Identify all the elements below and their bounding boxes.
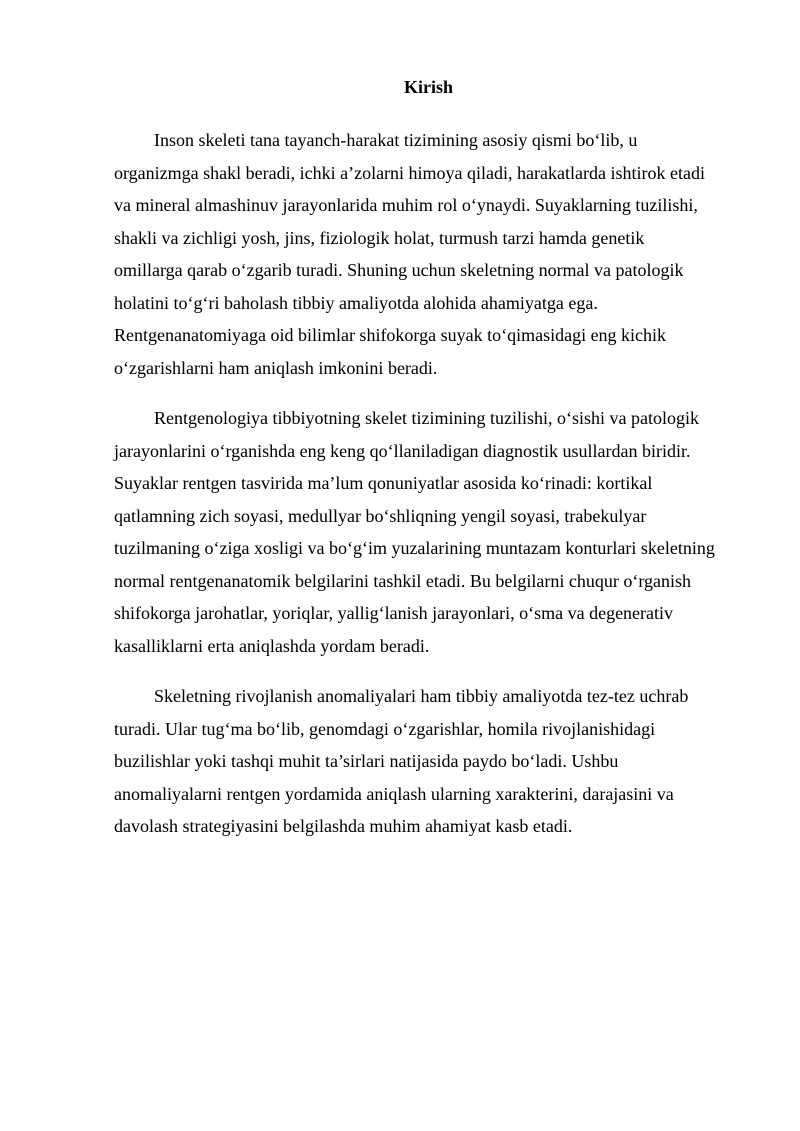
- text-line: normal rentgenanatomik belgilarini tashkil etadi. Bu belgilarni chuqur o‘rganish: [114, 570, 692, 591]
- text-line: Rentgenologiya tibbiyotning skelet tizimining tuzilishi, o‘sishi va patologik: [154, 408, 699, 428]
- text-line: holatini to‘g‘ri baholash tibbiy amaliyotda alohida ahamiyatga ega.: [114, 292, 598, 313]
- text-line: shakli va zichligi yosh, jins, fiziologik holat, turmush tarzi hamda genetik: [114, 227, 645, 248]
- text-line: anomaliyalarni rentgen yordamida aniqlash ularning xarakterini, darajasini va: [114, 783, 674, 804]
- paragraph-3: [114, 680, 754, 843]
- text-line: organizmga shakl beradi, ichki a’zolarni himoya qiladi, harakatlarda ishtirok etadi: [114, 162, 705, 183]
- text-line: omillarga qarab o‘zgarib turadi. Shuning uchun skeletning normal va patologik: [114, 260, 684, 280]
- text-line: turadi. Ular tug‘ma bo‘lib, genomdagi o‘zgarishlar, homila rivojlanishidagi: [114, 718, 656, 739]
- text-line: o‘zgarishlarni ham aniqlash imkonini beradi.: [114, 357, 438, 378]
- text-line: qatlamning zich soyasi, medullyar bo‘shliqning yengil soyasi, trabekulyar: [114, 505, 647, 526]
- paragraph-1: [114, 124, 754, 384]
- text-line: tuzilmaning o‘ziga xosligi va bo‘g‘im yuzalarining muntazam konturlari skeletning: [114, 538, 715, 558]
- document-body: [114, 124, 754, 861]
- text-line: kasalliklarni erta aniqlashda yordam beradi.: [114, 635, 430, 656]
- page-title: Kirish: [403, 77, 453, 97]
- text-line: Suyaklar rentgen tasvirida ma’lum qonuniyatlar asosida ko‘rinadi: kortikal: [114, 473, 653, 493]
- text-line: shifokorga jarohatlar, yoriqlar, yallig‘lanish jarayonlari, o‘sma va degenerativ: [114, 603, 674, 623]
- text-line: va mineral almashinuv jarayonlarida muhim rol o‘ynaydi. Suyaklarning tuzilishi,: [114, 195, 698, 215]
- text-line: jarayonlarini o‘rganishda eng keng qo‘llaniladigan diagnostik usullardan biridir.: [114, 440, 691, 461]
- paragraph-2: [114, 402, 754, 662]
- text-line: buzilishlar yoki tashqi muhit ta’sirlari natijasida paydo bo‘ladi. Ushbu: [114, 751, 619, 771]
- text-line: Inson skeleti tana tayanch-harakat tizimining asosiy qismi bo‘lib, u: [154, 130, 638, 150]
- text-line: Rentgenanatomiyaga oid bilimlar shifokorga suyak to‘qimasidagi eng kichik: [114, 325, 667, 345]
- text-line: davolash strategiyasini belgilashda muhim ahamiyat kasb etadi.: [114, 816, 573, 836]
- text-line: Skeletning rivojlanish anomaliyalari ham tibbiy amaliyotda tez-tez uchrab: [154, 686, 689, 706]
